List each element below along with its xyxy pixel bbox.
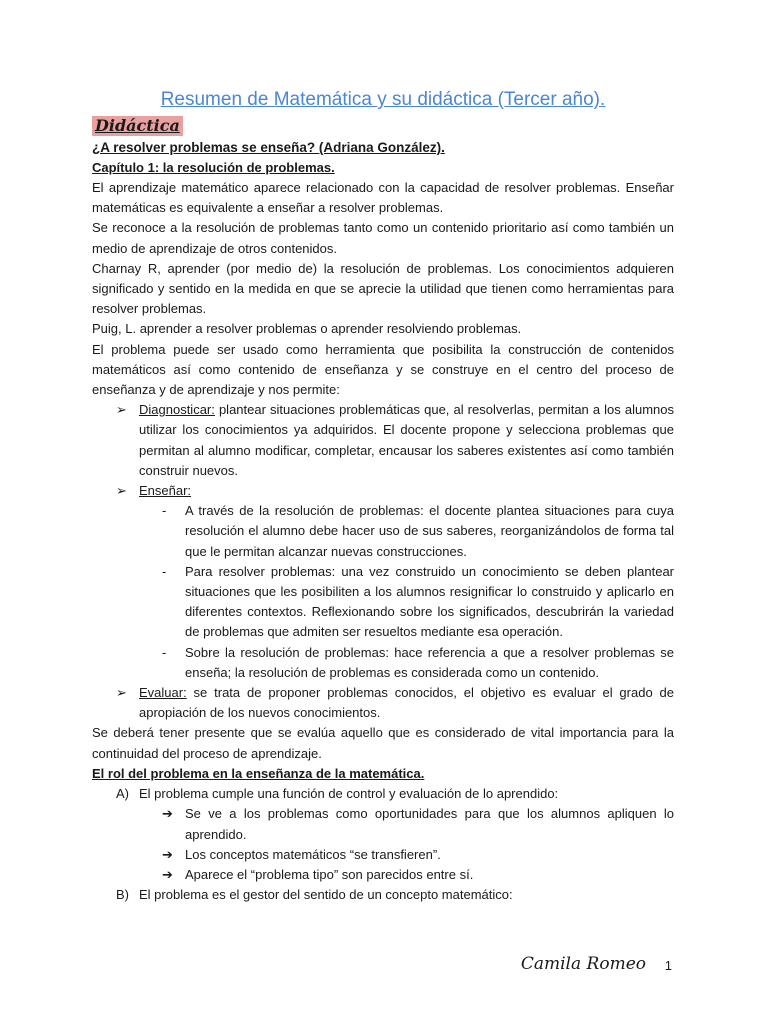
list-item-evaluar: ➢ Evaluar: se trata de proponer problemas conocidos, el objetivo es evaluar el grado de apropiación de los nuevos conocimientos. bbox=[116, 683, 674, 723]
page-number: 1 bbox=[664, 958, 672, 973]
arrow-sub-item: ➔ Los conceptos matemáticos “se transfieren”. bbox=[162, 845, 674, 865]
document-title: Resumen de Matemática y su didáctica (Tercer año). bbox=[160, 89, 606, 110]
paragraph: El aprendizaje matemático aparece relacionado con la capacidad de resolver problemas. Enseñar matemáticas es equivalente a enseñar a resolver problemas. bbox=[92, 180, 674, 216]
paragraph: Charnay R, aprender (por medio de) la resolución de problemas. Los conocimientos adquieren significado y sentido en la medida en que se aprecie la utilidad que tienen como herramientas para resolver problemas. bbox=[92, 260, 674, 317]
item-label: Evaluar: bbox=[139, 685, 187, 701]
alpha-item-b: B) El problema es el gestor del sentido de un concepto matemático: bbox=[116, 885, 674, 905]
dash-marker: - bbox=[162, 563, 167, 579]
arrow-right-icon: ➔ bbox=[162, 866, 173, 882]
paragraph: Se reconoce a la resolución de problemas tanto como un contenido prioritario así como también un medio de aprendizaje de otros contenidos. bbox=[92, 220, 674, 256]
paragraph: Puig, L. aprender a resolver problemas o aprender resolviendo problemas. bbox=[92, 321, 522, 337]
bullet-arrowhead-icon: ➢ bbox=[116, 402, 127, 418]
item-label: Diagnosticar: bbox=[139, 402, 215, 418]
sub-list-item: - Sobre la resolución de problemas: hace referencia a que a resolver problemas se enseña; la resolución de problemas es considerada como un contenido. bbox=[162, 643, 674, 683]
section-heading-didactica: Didáctica bbox=[92, 116, 183, 136]
sub-list-item: - Para resolver problemas: una vez construido un conocimiento se deben plantear situaciones que les posibiliten a los alumnos resignificar lo construido y aplicarlo en diferentes contextos. Reflexionando sobre los significados, descubrirán la variedad de problemas que admiten ser resueltos mediante esa operación. bbox=[162, 562, 674, 643]
paragraph: El problema puede ser usado como herramienta que posibilita la construcción de contenidos matemáticos así como contenido de enseñanza y se construye en el centro del proceso de enseñanza y de aprendizaje y nos permite: bbox=[92, 341, 674, 398]
list-item-diagnosticar: ➢ Diagnosticar: plantear situaciones problemáticas que, al resolverlas, permitan a los alumnos utilizar los conocimientos ya adquiridos. El docente propone y selecciona problemas que permitan al alumno modificar, completar, encausar los saberes existentes así como también construir nuevos. bbox=[116, 400, 674, 481]
arrow-sub-item: ➔ Se ve a los problemas como oportunidades para que los alumnos apliquen lo aprendido. bbox=[162, 804, 674, 844]
sub-list-item: - A través de la resolución de problemas: el docente plantea situaciones para cuya resolución el alumno debe hacer uso de sus saberes, reorganizándolos de forma tal que le permitan alcanzar nuevas construcciones. bbox=[162, 501, 674, 562]
chapter-heading: Capítulo 1: la resolución de problemas. bbox=[92, 160, 335, 175]
dash-marker: - bbox=[162, 503, 167, 519]
document-content bbox=[92, 86, 674, 905]
alpha-marker: A) bbox=[116, 786, 129, 802]
arrow-sub-item: ➔ Aparece el “problema tipo” son parecidos entre sí. bbox=[162, 865, 674, 885]
arrow-right-icon: ➔ bbox=[162, 806, 173, 822]
list-item-ensenar bbox=[116, 481, 674, 501]
arrow-right-icon: ➔ bbox=[162, 846, 173, 862]
role-heading: El rol del problema en la enseñanza de la matemática. bbox=[92, 765, 425, 781]
alpha-marker: B) bbox=[116, 887, 129, 903]
paragraph: Se deberá tener presente que se evalúa aquello que es considerado de vital importancia para la continuidad del proceso de aprendizaje. bbox=[92, 725, 674, 761]
item-label: Enseñar: bbox=[139, 483, 192, 499]
book-title: ¿A resolver problemas se enseña? (Adriana González). bbox=[92, 140, 445, 155]
alpha-item-a: A) El problema cumple una función de control y evaluación de lo aprendido: bbox=[116, 784, 674, 804]
bullet-arrowhead-icon: ➢ bbox=[116, 685, 127, 701]
bullet-arrowhead-icon: ➢ bbox=[116, 483, 127, 499]
footer-author: Camila Romeo bbox=[520, 954, 646, 974]
dash-marker: - bbox=[162, 644, 167, 660]
